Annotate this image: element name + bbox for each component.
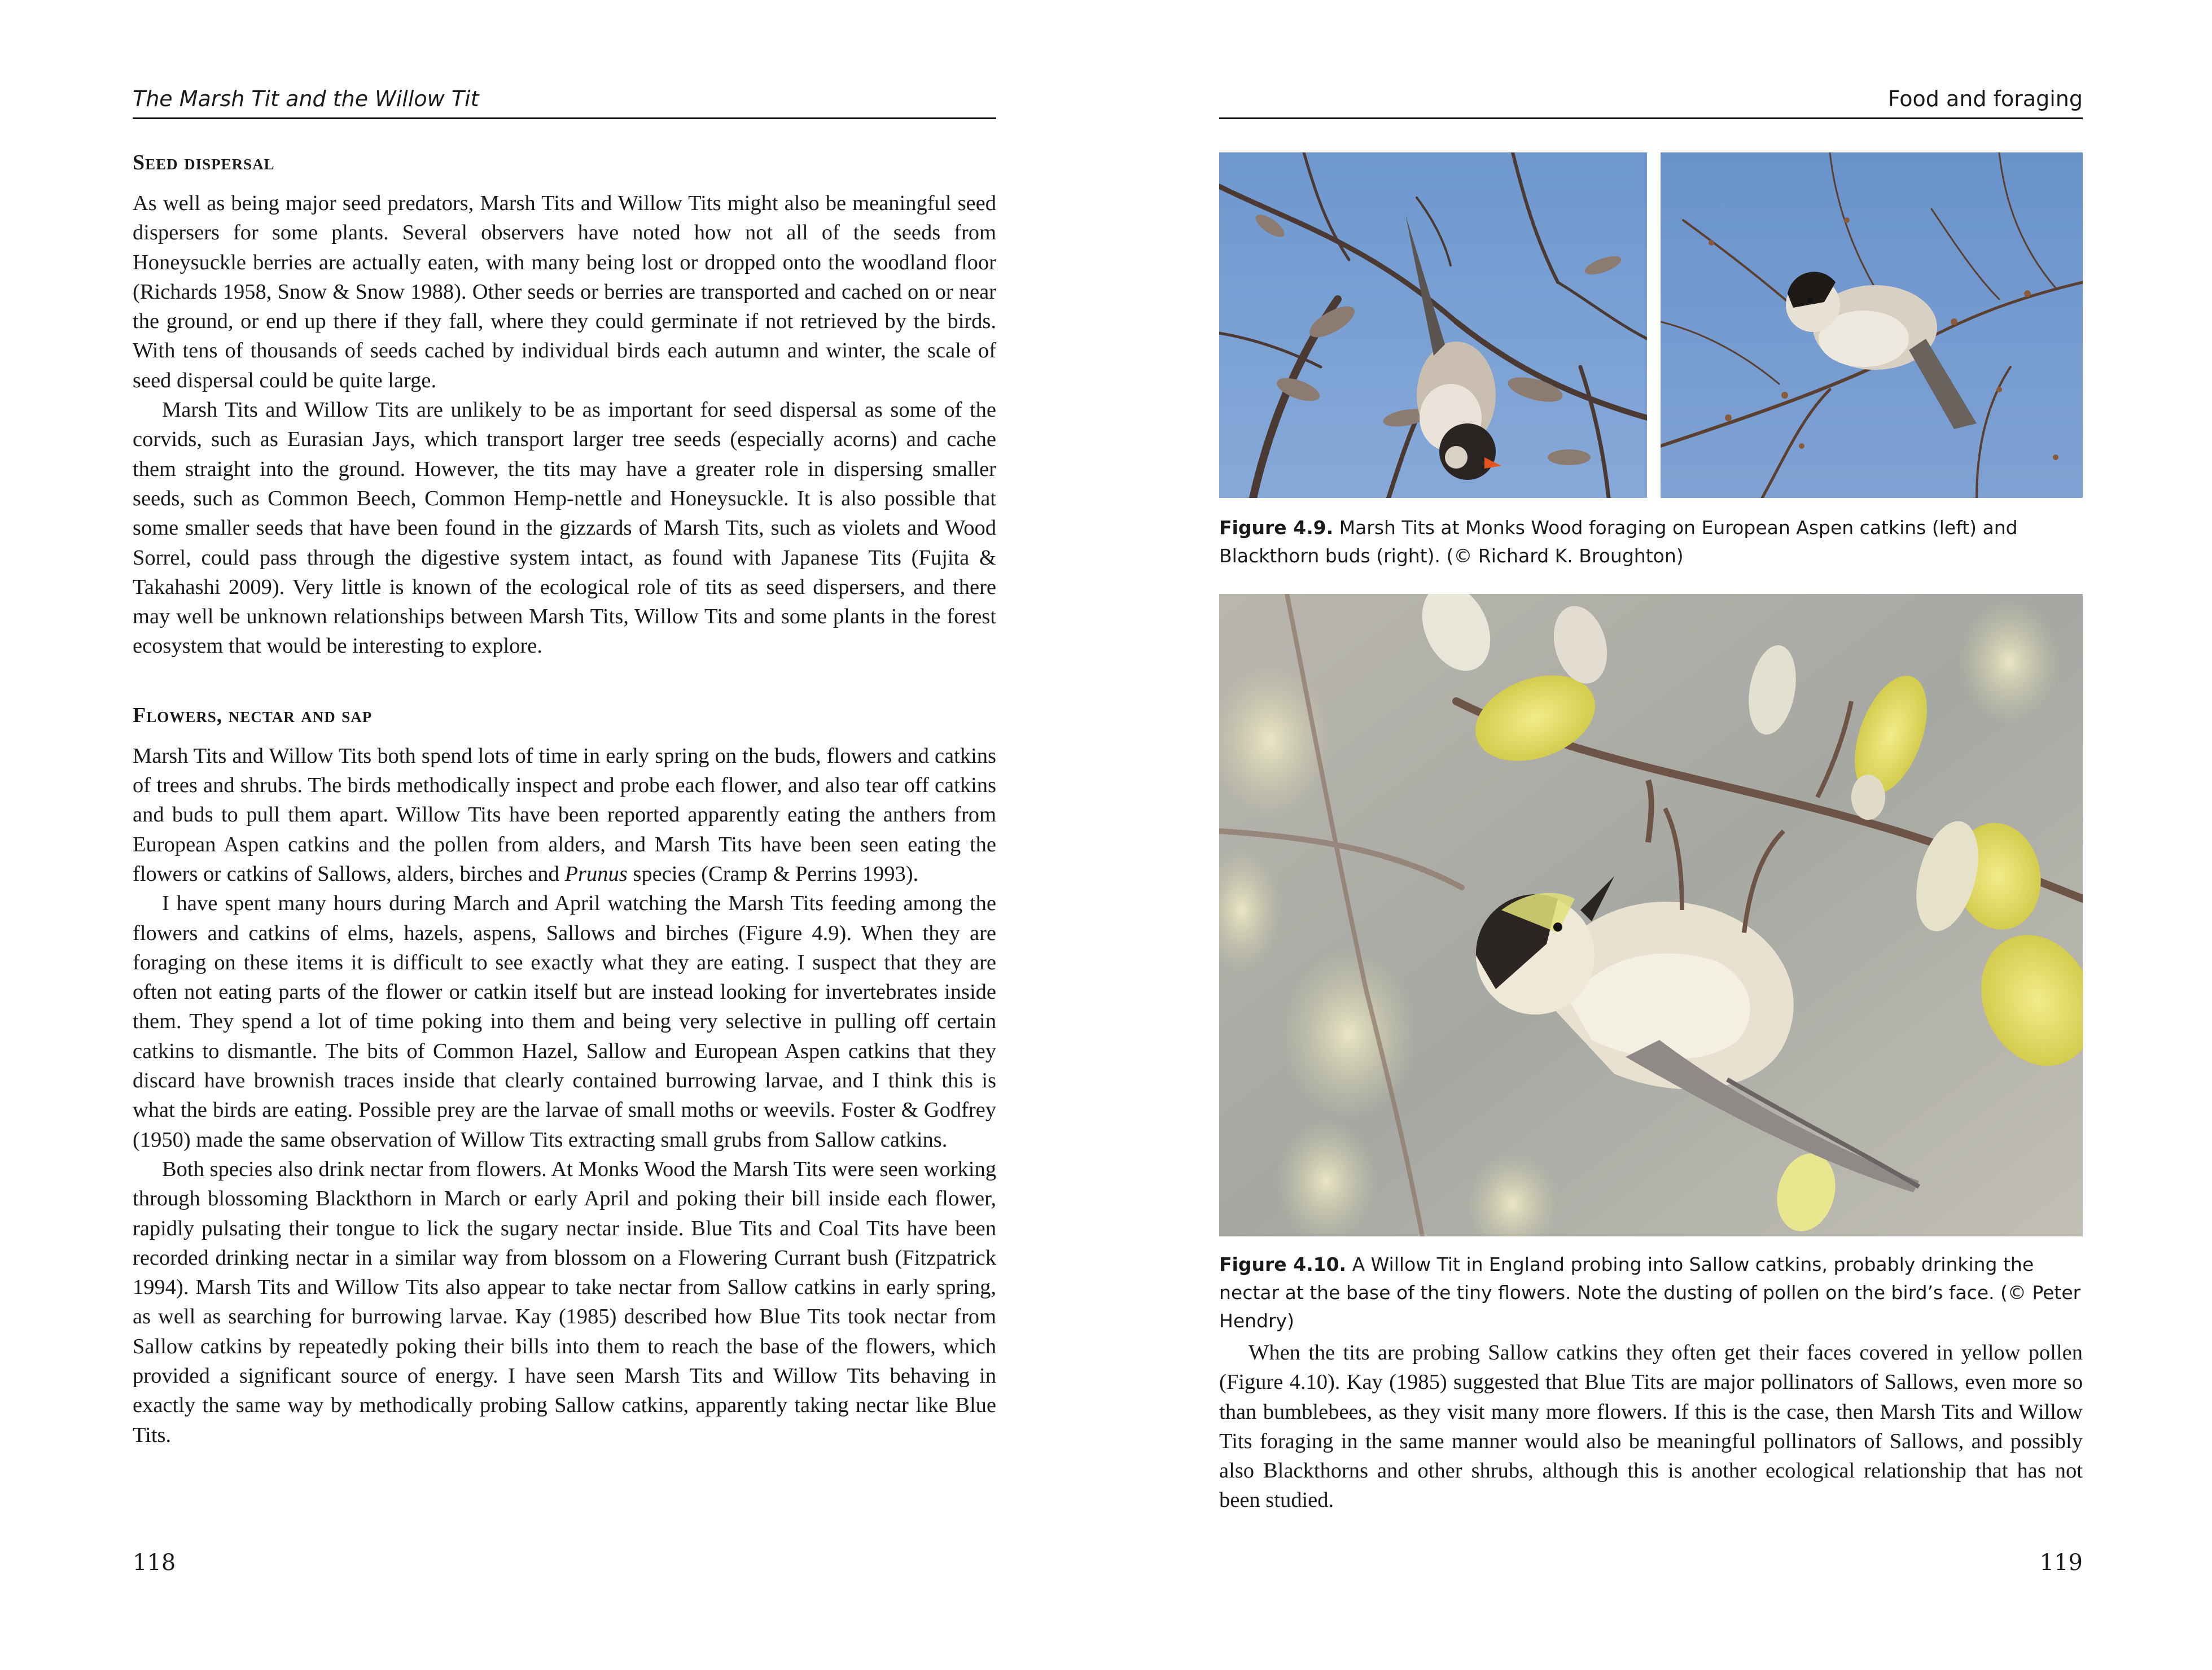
section-heading-seed-dispersal: Seed dispersal — [133, 151, 275, 174]
header-rule — [1219, 117, 2083, 119]
paragraph: Marsh Tits and Willow Tits both spend lots of time in early spring on the buds, flowers and catkins of trees and shrubs. The birds methodically inspect and probe each flower, and also tear off catkins and buds to pull them apart. Willow Tits have been reported apparently eating the anthers from European Aspen catkins and the pollen from alders, and Marsh Tits have been seen eating the flowers or catkins of Sallows, alders, birches and Prunus species (Cramp & Perrins 1993). — [133, 744, 996, 886]
photo-marsh-tit-aspen-catkins — [1219, 152, 1647, 498]
figure-caption-4-9: Figure 4.9. Marsh Tits at Monks Wood foraging on European Aspen catkins (left) and Blackthorn buds (right). (© Richard K. Broughton) — [1219, 517, 2018, 567]
section-heading-flowers-nectar-sap: Flowers, nectar and sap — [133, 703, 373, 727]
page-number-right: 119 — [2039, 1550, 2083, 1576]
right-text-column — [1219, 1338, 2083, 1515]
paragraph: Both species also drink nectar from flowers. At Monks Wood the Marsh Tits were seen working through blossoming Blackthorn in March or early April and poking their bill inside each flower, rapidly pulsating their tongue to lick the sugary nectar inside. Blue Tits and Coal Tits have been recorded drinking nectar in a similar way from blossom on a Flowering Currant bush (Fitzpatrick 1994). Marsh Tits and Willow Tits also appear to take nectar from Sallow catkins in early spring, as well as searching for burrowing larvae. Kay (1985) described how Blue Tits took nectar from Sallow catkins by repeatedly poking their bills into them to reach the base of the flowers, which provided a significant source of energy. I have seen Marsh Tits and Willow Tits behaving in exactly the same way by methodically probing Sallow catkins, apparently taking nectar like Blue Tits. — [133, 1157, 996, 1447]
paragraph: As well as being major seed predators, Marsh Tits and Willow Tits might also be meaningful seed dispersers for some plants. Several observers have noted how not all of the seeds from Honeysuckle berries are actually eaten, with many being lost or dropped onto the woodland floor (Richards 1958, Snow & Snow 1988). Other seeds or berries are transported and cached on or near the ground, or end up there if they fall, where they could germinate if not retrieved by the birds. With tens of thousands of seeds cached by individual birds each autumn and winter, the scale of seed dispersal could be quite large. — [133, 191, 996, 392]
page-number-left: 118 — [133, 1550, 176, 1576]
header-rule — [133, 117, 996, 119]
running-head-chapter-title: Food and foraging — [1887, 86, 2083, 111]
figure-caption-4-10: Figure 4.10. A Willow Tit in England probing into Sallow catkins, probably drinking the nectar at the base of the tiny flowers. Note the dusting of pollen on the bird’s face. (© Peter Hendry) — [1219, 1253, 2081, 1332]
italic-genus: Prunus — [564, 862, 628, 886]
right-page — [1106, 0, 2212, 1670]
paragraph: When the tits are probing Sallow catkins they often get their faces covered in yellow pollen (Figure 4.10). Kay (1985) suggested that Blue Tits are major pollinators of Sallows, even more so than bumblebees, as they visit many more flowers. If this is the case, then Marsh Tits and Willow Tits foraging in the same manner would also be meaningful pollinators of Sallows, and possibly also Blackthorns and other shrubs, although this is another ecological relationship that has not been studied. — [1219, 1341, 2083, 1512]
figure-label: Figure 4.10. — [1219, 1253, 1347, 1275]
photo-willow-tit-sallow-catkins — [1219, 594, 2083, 1236]
photo-marsh-tit-blackthorn-buds — [1661, 152, 2083, 498]
left-text-column — [133, 148, 996, 1450]
figure-label: Figure 4.9. — [1219, 517, 1334, 539]
running-head-book-title: The Marsh Tit and the Willow Tit — [133, 86, 479, 111]
paragraph: Marsh Tits and Willow Tits are unlikely to be as important for seed dispersal as some of the corvids, such as Eurasian Jays, which transport larger tree seeds (especially acorns) and cache them straight into the ground. However, the tits may have a greater role in dispersing smaller seeds, such as Common Beech, Common Hemp-nettle and Honeysuckle. It is also possible that some smaller seeds that have been found in the gizzards of Marsh Tits, such as violets and Wood Sorrel, could pass through the digestive system intact, as found with Japanese Tits (Fujita & Takahashi 2009). Very little is known of the ecological role of tits as seed dispersers, and there may well be unknown relationships between Marsh Tits, Willow Tits and some plants in the forest ecosystem that would be interesting to explore. — [133, 398, 996, 658]
paragraph: I have spent many hours during March and April watching the Marsh Tits feeding among the flowers and catkins of elms, hazels, aspens, Sallows and birches (Figure 4.9). When they are foraging on these items it is difficult to see exactly what they are eating. I suspect that they are often not eating parts of the flower or catkin itself but are instead looking for invertebrates inside them. They spend a lot of time poking into them and being very selective in pulling off certain catkins to dismantle. The bits of Common Hazel, Sallow and European Aspen catkins that they discard have brownish traces inside that clearly contained burrowing larvae, and I think this is what the birds are eating. Possible prey are the larvae of small moths or weevils. Foster & Godfrey (1950) made the same observation of Willow Tits extracting small grubs from Sallow catkins. — [133, 891, 996, 1152]
